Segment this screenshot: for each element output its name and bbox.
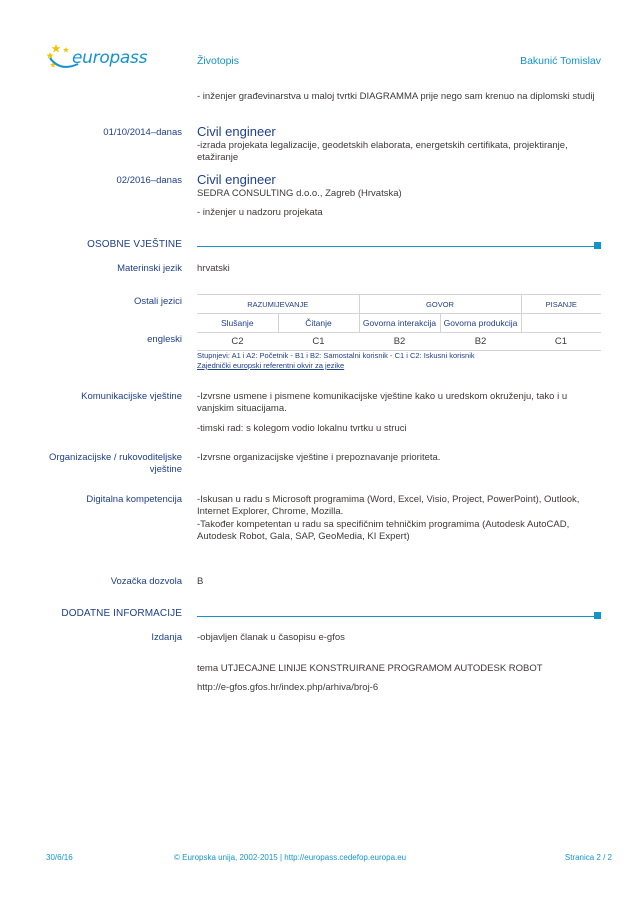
additional-info-divider: [197, 616, 594, 617]
listening-header: Slušanje: [197, 314, 278, 333]
communication-skills-label: Komunikacijske vještine: [81, 391, 182, 402]
publications-line-2: tema UTJECAJNE LINIJE KONSTRUIRANE PROGRAMOM AUTODESK ROBOT: [197, 663, 543, 674]
job-1-title: [197, 124, 597, 139]
additional-info-divider-square: [594, 612, 601, 619]
skills-divider-square: [594, 242, 601, 249]
level-writing: C1: [554, 336, 568, 347]
digital-competence-line-2: -Također kompetentan u radu sa specifičnim tehničkim programima (Autodesk AutoCAD, Autodesk Robot, Gala, SAP, GeoMedia, KI Expert): [197, 519, 570, 542]
driving-licence-value: B: [197, 576, 204, 587]
organisational-skills-label-line-2: vještine: [149, 464, 182, 475]
digital-competence-label: Digitalna kompetencija: [86, 494, 182, 505]
document-title: Životopis: [197, 55, 240, 67]
person-name: Bakunić Tomislav: [520, 55, 601, 67]
speaking-header: GOVOR: [359, 295, 521, 314]
digital-competence-line-1: -Iskusan u radu s Microsoft programima (Word, Excel, Visio, Project, PowerPoint), Outlook, Internet Explorer, Chrome, Mozilla.: [197, 494, 580, 517]
job-2-date: 02/2016–danas: [116, 175, 182, 186]
level-spoken-interaction: B2: [393, 336, 406, 347]
communication-skills-line-2: -timski rad: s kolegom vodio lokalnu tvrtku u struci: [197, 423, 407, 434]
job-2-description: - inženjer u nadzoru projekata: [197, 207, 323, 218]
language-name: engleski: [147, 334, 182, 345]
level-spoken-production: B2: [474, 336, 487, 347]
level-reading: C1: [312, 336, 325, 347]
footer-date: 30/6/16: [46, 853, 73, 862]
understanding-header: RAZUMIJEVANJE: [197, 295, 359, 314]
publications-link[interactable]: http://e-gfos.gfos.hr/index.php/arhiva/broj-6: [197, 682, 379, 693]
organisational-skills-text: -Izvrsne organizacijske vještine i prepoznavanje prioriteta.: [197, 452, 441, 463]
publications-label: Izdanja: [151, 632, 182, 643]
publications-line-1: -objavljen članak u časopisu e-gfos: [197, 632, 345, 643]
language-table: [197, 294, 601, 351]
spoken-interaction-header: Govorna interakcija: [359, 314, 440, 333]
job-1-date: 01/10/2014–danas: [103, 127, 182, 138]
other-languages-label: Ostali jezici: [133, 296, 182, 307]
skills-divider: [197, 246, 594, 247]
mother-tongue-label: Materinski jezik: [117, 263, 182, 274]
europass-logo: [46, 42, 148, 74]
skills-heading: OSOBNE VJEŠTINE: [87, 239, 182, 250]
job-1-title-text: Civil engineer: [197, 124, 276, 139]
language-framework-link[interactable]: Zajednički europski referentni okvir za jezike: [197, 361, 345, 370]
job-2-title-text: Civil engineer: [197, 172, 276, 187]
job-2-title: [197, 172, 597, 187]
driving-licence-label: Vozačka dozvola: [110, 576, 182, 587]
spoken-production-header: Govorna produkcija: [440, 314, 521, 333]
reading-header: Čitanje: [278, 314, 359, 333]
footer-copyright[interactable]: © Europska unija, 2002-2015 | http://europass.cedefop.europa.eu: [174, 853, 407, 862]
communication-skills-line-1: -Izvrsne usmene i pismene komunikacijske vještine kako u uredskom okruženju, tako i u vanjskim situacijama.: [197, 391, 568, 414]
language-scale-note: Stupnjevi: A1 i A2: Početnik - B1 i B2: Samostalni korisnik - C1 i C2: Iskusni korisnik: [197, 351, 475, 360]
mother-tongue-value: hrvatski: [197, 263, 230, 274]
organisational-skills-label-line-1: Organizacijske / rukovoditeljske: [48, 452, 182, 463]
footer-page-number: Stranica 2 / 2: [564, 853, 612, 862]
additional-info-heading: DODATNE INFORMACIJE: [61, 608, 182, 619]
job-2-employer: SEDRA CONSULTING d.o.o., Zagreb (Hrvatska): [197, 188, 402, 199]
writing-header: PISANJE: [545, 299, 577, 309]
job-1-description: -izrada projekata legalizacije, geodetskih elaborata, energetskih certifikata, projektiranje, etažiranje: [197, 140, 568, 163]
level-listening: C2: [231, 336, 244, 347]
previous-job-note: - inženjer građevinarstva u maloj tvrtki DIAGRAMMA prije nego sam krenuo na diplomski studij: [197, 91, 595, 102]
europass-logo-text: europass: [72, 48, 148, 68]
